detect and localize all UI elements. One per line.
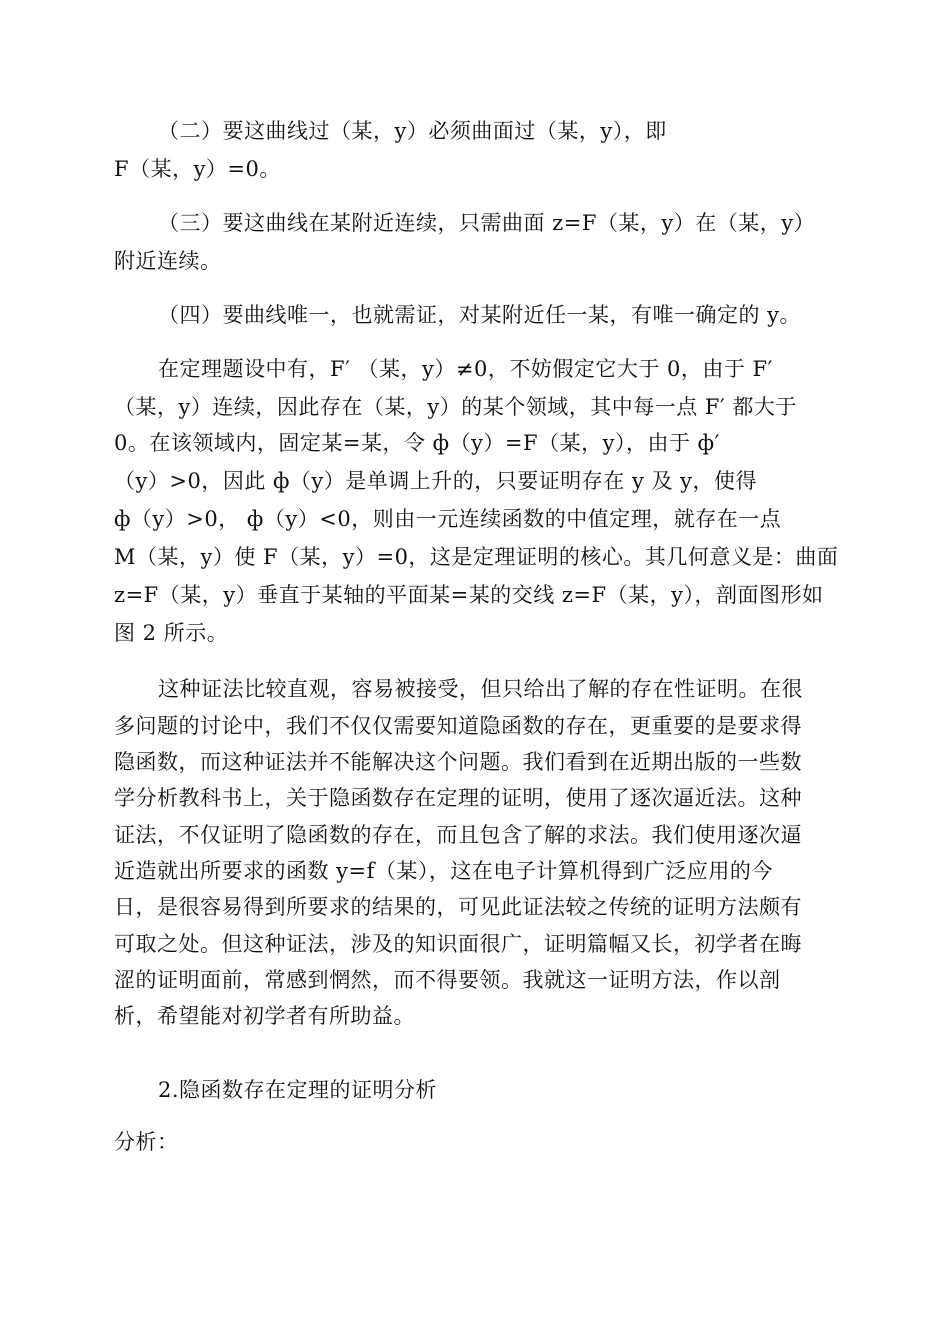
paragraph-6-line-1: 这种证法比较直观，容易被接受，但只给出了解的存在性证明。在很 <box>158 677 803 701</box>
paragraph-5-line-1: 在定理题设中有，F′ （某，y）≠0，不妨假定它大于 0，由于 F′ <box>158 357 773 381</box>
paragraph-6-line-10: 析，希望能对初学者有所助益。 <box>114 1004 415 1028</box>
paragraph-5-line-6: M（某，y）使 F（某，y）=0，这是定理证明的核心。其几何意义是：曲面 <box>114 545 839 569</box>
paragraph-5-line-4: （y）>0，因此 ф（y）是单调上升的，只要证明存在 y 及 y，使得 <box>114 469 758 493</box>
paragraph-2-line-2: F（某，y）=0。 <box>114 157 281 181</box>
paragraph-5-line-8: 图 2 所示。 <box>114 621 229 645</box>
paragraph-5-line-5: ф（y）>0， ф（y）<0，则由一元连续函数的中值定理，就存在一点 <box>114 507 782 531</box>
paragraph-6-line-9: 涩的证明面前，常感到惘然，而不得要领。我就这一证明方法，作以剖 <box>114 968 781 992</box>
paragraph-3-line-1: （三）要这曲线在某附近连续，只需曲面 z=F（某，y）在（某，y） <box>158 211 816 235</box>
analysis-label: 分析： <box>114 1130 179 1154</box>
paragraph-6-line-8: 可取之处。但这种证法，涉及的知识面很广，证明篇幅又长，初学者在晦 <box>114 932 802 956</box>
paragraph-6-line-6: 近造就出所要求的函数 y=f（某），这在电子计算机得到广泛应用的今 <box>114 859 773 883</box>
paragraph-6-line-7: 日，是很容易得到所要求的结果的，可见此证法较之传统的证明方法颇有 <box>114 895 802 919</box>
paragraph-6-line-5: 证法，不仅证明了隐函数的存在，而且包含了解的求法。我们使用逐次逼 <box>114 823 802 847</box>
paragraph-5-line-2: （某，y）连续，因此存在（某，y）的某个领域，其中每一点 F′ 都大于 <box>114 395 797 419</box>
paragraph-3-line-2: 附近连续。 <box>114 249 222 273</box>
paragraph-6-line-4: 学分析教科书上，关于隐函数存在定理的证明，使用了逐次逼近法。这种 <box>114 786 802 810</box>
paragraph-5-line-7: z=F（某，y）垂直于某轴的平面某=某的交线 z=F（某，y），剖面图形如 <box>114 583 824 607</box>
paragraph-5-line-3: 0。在该领域内，固定某=某，令 ф（y）=F（某，y），由于 ф′ <box>114 431 720 455</box>
paragraph-6-line-3: 隐函数，而这种证法并不能解决这个问题。我们看到在近期出版的一些数 <box>114 750 802 774</box>
paragraph-6-line-2: 多问题的讨论中，我们不仅仅需要知道隐函数的存在，更重要的是要求得 <box>114 714 802 738</box>
paragraph-4-line-1: （四）要曲线唯一，也就需证，对某附近任一某，有唯一确定的 y。 <box>158 303 802 327</box>
paragraph-2-line-1: （二）要这曲线过（某，y）必须曲面过（某，y），即 <box>158 119 667 143</box>
section-heading: 2.隐函数存在定理的证明分析 <box>158 1078 438 1102</box>
